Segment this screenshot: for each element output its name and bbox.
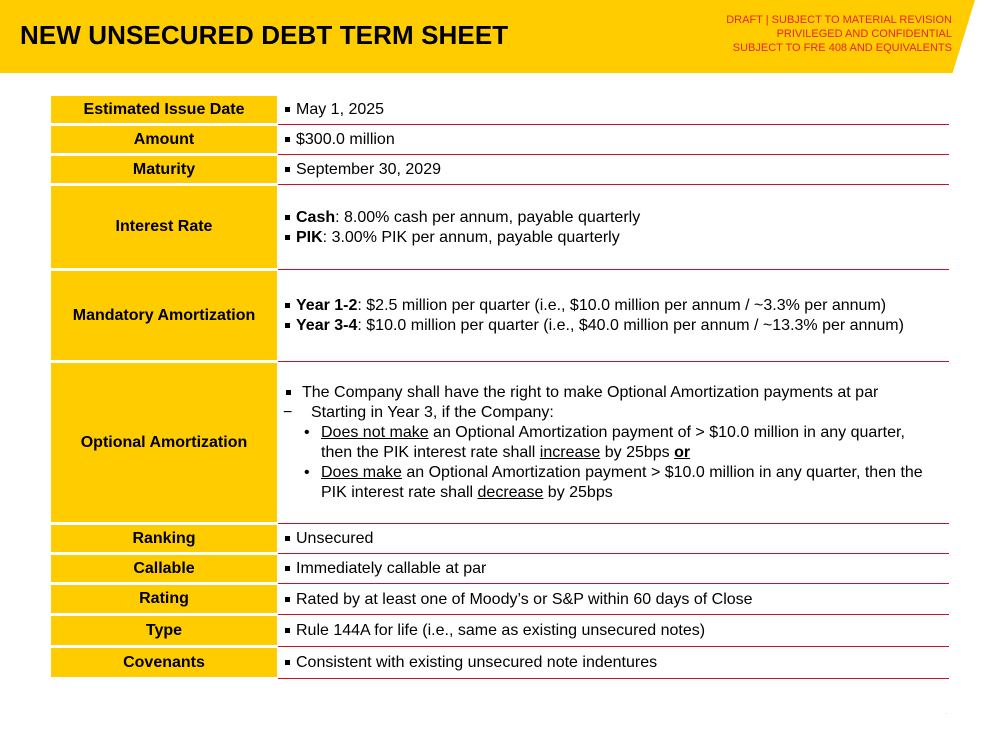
term-row-mandatory-amortization: [51, 271, 949, 362]
term-value-text: Immediately callable at par: [278, 559, 949, 579]
fre-notice: SUBJECT TO FRE 408 AND EQUIVALENTS: [732, 42, 952, 54]
term-value: [278, 156, 949, 185]
term-value: [278, 271, 949, 362]
term-label: Mandatory Amortization: [51, 271, 277, 360]
term-label: Ranking: [51, 525, 277, 552]
year-1-2-label: Year 1-2: [296, 297, 358, 314]
make-text-end: by 25bps: [543, 484, 613, 501]
term-label: Maturity: [51, 156, 277, 183]
year-1-2-text: : $2.5 million per quarter (i.e., $10.0 million per annum / ~3.3% per annum): [357, 297, 887, 314]
optional-case-make: [278, 463, 949, 503]
optional-case-not-make: [278, 423, 949, 463]
term-value-text: Rated by at least one of Moody’s or S&P within 60 days of Close: [278, 590, 949, 610]
term-label: Estimated Issue Date: [51, 96, 277, 123]
term-row-ranking: [51, 525, 949, 554]
term-row-interest-rate: [51, 186, 949, 270]
or-word: or: [674, 444, 691, 461]
term-value-text: May 1, 2025: [278, 100, 949, 120]
term-value-text: $300.0 million: [278, 130, 949, 150]
term-row-issue-date: [51, 96, 949, 125]
term-label: Type: [51, 616, 277, 645]
term-value: [278, 555, 949, 584]
term-value: [278, 585, 949, 615]
make-text: an Optional Amortization payment > $10.0 million in any quarter, then the PIK interest rate shall: [321, 464, 923, 501]
page-title: NEW UNSECURED DEBT TERM SHEET: [20, 20, 509, 50]
term-value: [278, 648, 949, 679]
term-value: [278, 363, 949, 524]
increase-word: increase: [539, 444, 601, 461]
term-label: Amount: [51, 126, 277, 153]
make-label: Does make: [321, 464, 402, 481]
draft-notice: DRAFT | SUBJECT TO MATERIAL REVISION: [726, 14, 952, 26]
term-row-amount: [51, 126, 949, 155]
year-3-4-text: : $10.0 million per quarter (i.e., $40.0 million per annum / ~13.3% per annum): [357, 317, 904, 334]
not-make-label: Does not make: [321, 424, 429, 441]
term-row-maturity: [51, 156, 949, 185]
decrease-word: decrease: [477, 484, 544, 501]
term-value-text: September 30, 2029: [278, 160, 949, 180]
year-3-4-line: [278, 316, 949, 336]
term-row-type: [51, 616, 949, 647]
privileged-notice: PRIVILEGED AND CONFIDENTIAL: [776, 28, 952, 40]
pik-rate-line: [278, 228, 949, 248]
term-value: [278, 525, 949, 554]
term-row-covenants: [51, 648, 949, 679]
pik-label: PIK: [296, 228, 323, 246]
confidentiality-notice: [726, 13, 952, 55]
term-label: Optional Amortization: [51, 363, 277, 522]
term-label: Rating: [51, 585, 277, 613]
term-value: [278, 186, 949, 270]
year-3-4-label: Year 3-4: [296, 317, 358, 334]
term-value-text: Rule 144A for life (i.e., same as existing unsecured notes): [278, 621, 949, 641]
term-label: Covenants: [51, 648, 277, 677]
term-row-callable: [51, 555, 949, 584]
term-row-rating: [51, 585, 949, 615]
cash-label: Cash: [296, 208, 336, 226]
cash-rate-line: [278, 208, 949, 228]
term-label: Interest Rate: [51, 186, 277, 268]
optional-sub-line: − Starting in Year 3, if the Company:: [278, 403, 949, 423]
term-row-optional-amortization: [51, 363, 949, 524]
term-value: [278, 96, 949, 125]
term-value-text: Unsecured: [278, 529, 949, 549]
pik-text: : 3.00% PIK per annum, payable quarterly: [322, 228, 620, 246]
term-value: [278, 616, 949, 647]
cash-text: : 8.00% cash per annum, payable quarterly: [335, 208, 641, 226]
optional-main-line: The Company shall have the right to make Optional Amortization payments at par: [278, 383, 949, 403]
not-make-text-end: by 25bps: [600, 444, 675, 461]
page-corner-mark: .: [945, 710, 947, 716]
not-make-text: an Optional Amortization payment of > $10.0 million in any quarter, then the PIK interest rate shall: [321, 424, 905, 461]
term-label: Callable: [51, 555, 277, 582]
term-value: [278, 126, 949, 155]
year-1-2-line: [278, 296, 949, 316]
term-value-text: Consistent with existing unsecured note indentures: [278, 653, 949, 673]
